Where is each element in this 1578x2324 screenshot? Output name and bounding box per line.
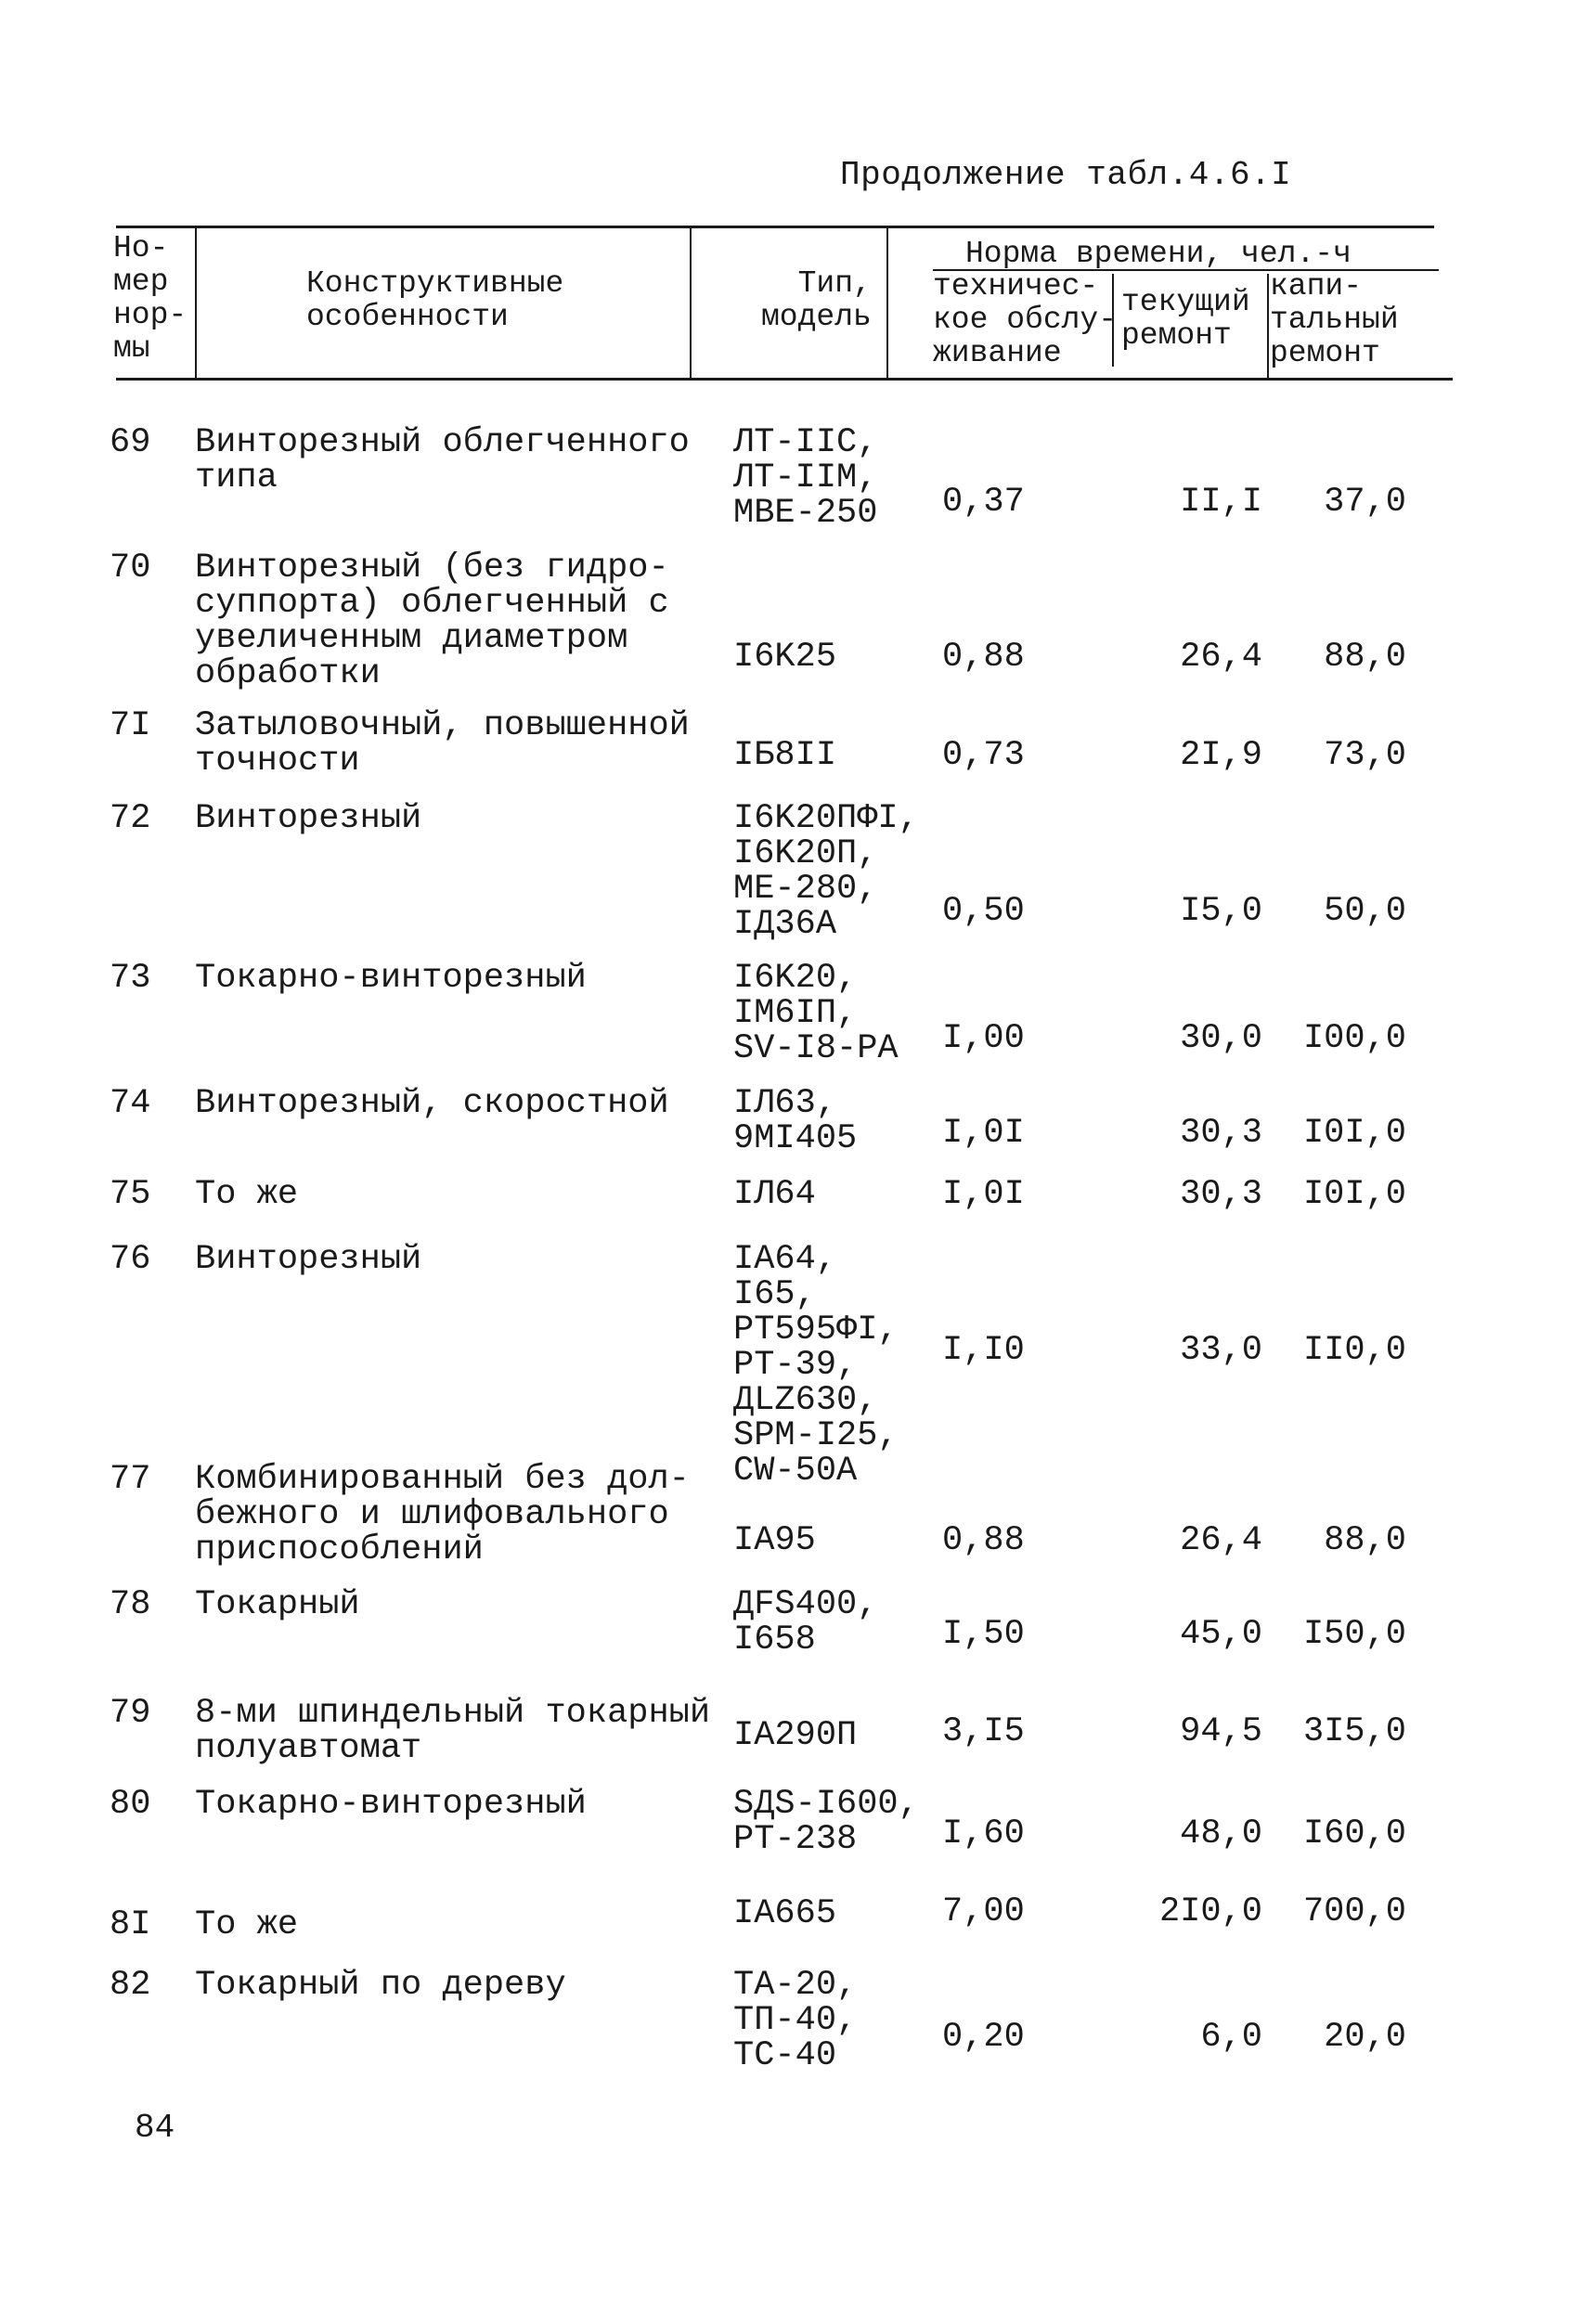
header-top-rule: [116, 226, 1434, 228]
design-features: То же: [195, 1175, 299, 1214]
capital-repair-value: 73,0: [1324, 736, 1406, 775]
model: IЛ64: [733, 1175, 816, 1214]
norm-number: 8I: [110, 1905, 151, 1944]
capital-repair-value: I50,0: [1302, 1615, 1406, 1654]
header-current: текущий ремонт: [1121, 285, 1250, 353]
design-features: Винторезный: [195, 799, 422, 838]
maintenance-value: 0,73: [942, 736, 1025, 775]
current-repair-value: I5,0: [1180, 892, 1262, 931]
norm-number: 75: [110, 1175, 151, 1214]
maintenance-value: 0,88: [942, 1521, 1025, 1560]
norm-number: 69: [110, 423, 151, 462]
norm-number: 78: [110, 1585, 151, 1624]
norm-number: 82: [110, 1966, 151, 2005]
design-features: Токарно-винторезный: [195, 1785, 587, 1824]
model: I6K20ПФI, I6K20П, ME-280, IД36A: [733, 799, 919, 944]
header-model: Тип, модель: [761, 266, 872, 334]
design-features: Токарный по дереву: [195, 1966, 566, 2005]
norm-number: 7I: [110, 706, 151, 745]
norm-number: 74: [110, 1084, 151, 1123]
model: IA95: [733, 1521, 816, 1560]
header-divider-1: [195, 227, 197, 378]
norm-number: 70: [110, 549, 151, 587]
header-divider-5: [1267, 274, 1269, 378]
design-features: Токарный: [195, 1585, 360, 1624]
model: I6K25: [733, 638, 837, 677]
model: IA64, I65, PT595ФI, PT-39, ДLZ630, SPM-I25, CW-50A: [733, 1240, 899, 1491]
model: IБ8II: [733, 736, 837, 775]
model: SДS-I600, PT-238: [733, 1785, 919, 1859]
maintenance-value: 7,00: [942, 1892, 1025, 1931]
model: IЛ63, 9MI405: [733, 1084, 858, 1158]
design-features: Винторезный (без гидро- суппорта) облегченный с увеличенным диаметром обработки: [195, 549, 669, 693]
current-repair-value: 30,0: [1180, 1019, 1262, 1058]
current-repair-value: 94,5: [1180, 1712, 1262, 1751]
capital-repair-value: I0I,0: [1302, 1175, 1406, 1214]
current-repair-value: 6,0: [1200, 2018, 1262, 2057]
model: IA665: [733, 1894, 837, 1933]
design-features: Затыловочный, повышенной точности: [195, 706, 690, 781]
header-bottom-rule: [116, 378, 1453, 381]
header-design: Конструктивные особенности: [306, 266, 564, 334]
header-number: Но- мер нор- мы: [113, 231, 188, 366]
capital-repair-value: I0I,0: [1302, 1114, 1406, 1153]
current-repair-value: 26,4: [1180, 1521, 1262, 1560]
norm-number: 76: [110, 1240, 151, 1279]
norm-number: 77: [110, 1460, 151, 1499]
maintenance-value: 0,88: [942, 638, 1025, 677]
current-repair-value: 33,0: [1180, 1331, 1262, 1370]
current-repair-value: 26,4: [1180, 638, 1262, 677]
model: TA-20, TП-40, TC-40: [733, 1966, 858, 2075]
maintenance-value: 0,37: [942, 483, 1025, 522]
header-divider-3: [886, 227, 888, 378]
current-repair-value: II,I: [1180, 483, 1262, 522]
model: ДFS400, I658: [733, 1585, 878, 1659]
design-features: Комбинированный без дол- бежного и шлифовального приспособлений: [195, 1460, 690, 1569]
design-features: Токарно-винторезный: [195, 959, 587, 998]
maintenance-value: I,50: [942, 1615, 1025, 1654]
norm-number: 73: [110, 959, 151, 998]
capital-repair-value: 20,0: [1324, 2018, 1406, 2057]
maintenance-value: I,60: [942, 1814, 1025, 1853]
header-maintenance: техничес- кое обслу- живание: [933, 269, 1118, 370]
capital-repair-value: 700,0: [1302, 1892, 1406, 1931]
current-repair-value: 2I,9: [1180, 736, 1262, 775]
norm-number: 72: [110, 799, 151, 838]
design-features: 8-ми шпиндельный токарный полуавтомат: [195, 1694, 711, 1768]
maintenance-value: 0,50: [942, 892, 1025, 931]
current-repair-value: 30,3: [1180, 1175, 1262, 1214]
capital-repair-value: 50,0: [1324, 892, 1406, 931]
capital-repair-value: 88,0: [1324, 638, 1406, 677]
capital-repair-value: I60,0: [1302, 1814, 1406, 1853]
design-features: Винторезный, скоростной: [195, 1084, 669, 1123]
page-number: 84: [135, 2109, 175, 2147]
maintenance-value: 3,I5: [942, 1712, 1025, 1751]
maintenance-value: I,I0: [942, 1331, 1025, 1370]
model: IA290П: [733, 1716, 858, 1755]
maintenance-value: I,0I: [942, 1114, 1025, 1153]
capital-repair-value: I00,0: [1302, 1019, 1406, 1058]
table-caption: Продолжение табл.4.6.I: [840, 156, 1292, 194]
current-repair-value: 45,0: [1180, 1615, 1262, 1654]
maintenance-value: I,0I: [942, 1175, 1025, 1214]
current-repair-value: 30,3: [1180, 1114, 1262, 1153]
design-features: То же: [195, 1905, 299, 1944]
design-features: Винторезный облегченного типа: [195, 423, 690, 497]
maintenance-value: I,00: [942, 1019, 1025, 1058]
header-divider-2: [690, 227, 692, 378]
current-repair-value: 2I0,0: [1158, 1892, 1262, 1931]
capital-repair-value: 3I5,0: [1302, 1712, 1406, 1751]
capital-repair-value: 88,0: [1324, 1521, 1406, 1560]
header-capital: капи- тальный ремонт: [1270, 269, 1399, 370]
norm-number: 80: [110, 1785, 151, 1824]
header-norm-group: Норма времени, чел.-ч: [965, 237, 1352, 271]
current-repair-value: 48,0: [1180, 1814, 1262, 1853]
model: I6K20, IM6IП, SV-I8-PA: [733, 959, 899, 1068]
model: ЛТ-IIC, ЛТ-IIM, MBE-250: [733, 423, 878, 533]
capital-repair-value: II0,0: [1302, 1331, 1406, 1370]
capital-repair-value: 37,0: [1324, 483, 1406, 522]
design-features: Винторезный: [195, 1240, 422, 1279]
norm-number: 79: [110, 1694, 151, 1733]
maintenance-value: 0,20: [942, 2018, 1025, 2057]
